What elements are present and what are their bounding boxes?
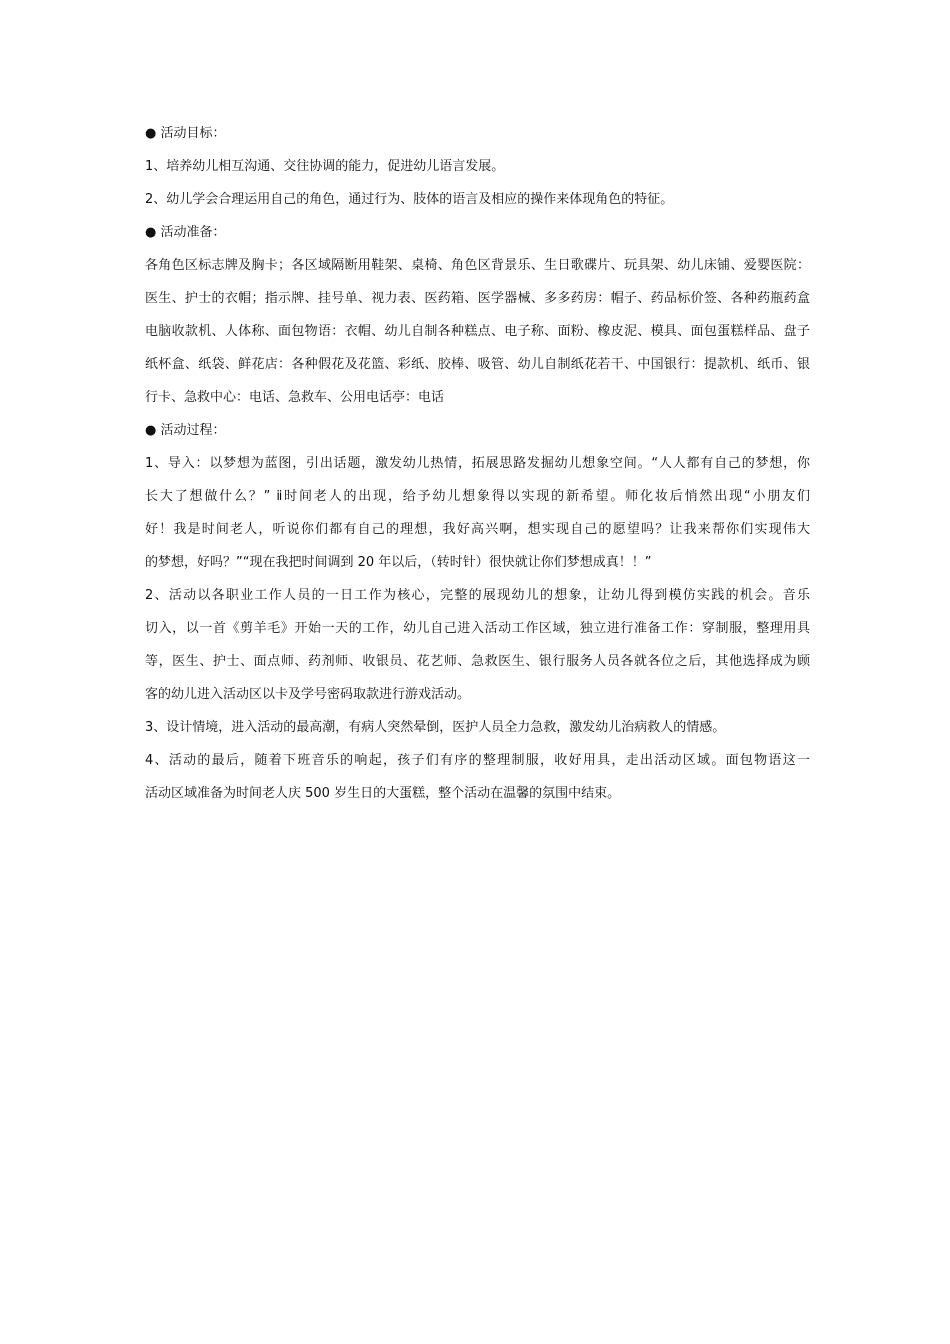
- process-line: 1、导入：以梦想为蓝图，引出话题，激发幼儿热情，拓展思路发掘幼儿想象空间。“人人都有自己的梦想，你: [145, 456, 810, 471]
- goal-item: 1、培养幼儿相互沟通、交往协调的能力，促进幼儿语言发展。: [145, 159, 505, 174]
- section-heading-process: [145, 422, 810, 440]
- process-line: 的梦想，好吗？”“现在我把时间调到 20 年以后，（转时针）很快就让你们梦想成真！！”: [145, 555, 652, 570]
- process-paragraph-4: [145, 752, 810, 803]
- section-heading-goal: [145, 125, 810, 143]
- process-line: 2、活动以各职业工作人员的一日工作为核心，完整的展现幼儿的想象，让幼儿得到模仿实践的机会。音乐: [145, 588, 810, 603]
- heading-text: 活动过程：: [160, 423, 226, 438]
- document-page: [145, 125, 810, 818]
- process-line: 活动区域准备为时间老人庆 500 岁生日的大蛋糕，整个活动在温馨的氛围中结束。: [145, 786, 621, 801]
- process-line: 等，医生、护士、面点师、药剂师、收银员、花艺师、急救医生、银行服务人员各就各位之后，其他选择成为顾: [145, 654, 810, 669]
- process-line: 切入，以一首《剪羊毛》开始一天的工作，幼儿自己进入活动工作区域，独立进行准备工作：穿制服，整理用具: [145, 621, 810, 636]
- goal-item: 2、幼儿学会合理运用自己的角色，通过行为、肢体的语言及相应的操作来体现角色的特征。: [145, 192, 674, 207]
- prep-paragraph: [145, 257, 810, 407]
- process-line: 客的幼儿进入活动区以卡及学号密码取款进行游戏活动。: [145, 687, 471, 702]
- process-line: 4、活动的最后，随着下班音乐的响起，孩子们有序的整理制服，收好用具，走出活动区域。面包物语这一: [145, 753, 810, 768]
- process-paragraph-1: [145, 455, 810, 572]
- section-heading-prep: [145, 224, 810, 242]
- bullet-icon: ●: [145, 225, 157, 240]
- heading-text: 活动准备：: [160, 225, 226, 240]
- prep-line: 纸杯盒、纸袋、鲜花店：各种假花及花篮、彩纸、胶棒、吸管、幼儿自制纸花若干、中国银行：提款机、纸币、银: [145, 357, 810, 372]
- process-paragraph-2: [145, 587, 810, 704]
- prep-line: 各角色区标志牌及胸卡；各区域隔断用鞋架、桌椅、角色区背景乐、生日歌碟片、玩具架、幼儿床铺、爱婴医院：: [145, 258, 810, 273]
- heading-text: 活动目标：: [160, 126, 226, 141]
- process-line: 长大了想做什么？” ⅱ时间老人的出现，给予幼儿想象得以实现的新希望。师化妆后悄然出现“小朋友们: [145, 489, 810, 504]
- prep-line: 行卡、急救中心：电话、急救车、公用电话亭：电话: [145, 390, 445, 405]
- bullet-icon: ●: [145, 423, 157, 438]
- process-line: 好！我是时间老人，听说你们都有自己的理想，我好高兴啊，想实现自己的愿望吗？让我来帮你们实现伟大: [145, 522, 810, 537]
- process-paragraph-3: [145, 719, 810, 737]
- prep-line: 电脑收款机、人体称、面包物语：衣帽、幼儿自制各种糕点、电子称、面粉、橡皮泥、模具、面包蛋糕样品、盘子: [145, 324, 810, 339]
- bullet-icon: ●: [145, 126, 157, 141]
- prep-line: 医生、护士的衣帽；指示牌、挂号单、视力表、医药箱、医学器械、多多药房：帽子、药品标价签、各种药瓶药盒: [145, 291, 810, 306]
- process-line: 3、设计情境，进入活动的最高潮，有病人突然晕倒，医护人员全力急救，激发幼儿治病救人的情感。: [145, 720, 726, 735]
